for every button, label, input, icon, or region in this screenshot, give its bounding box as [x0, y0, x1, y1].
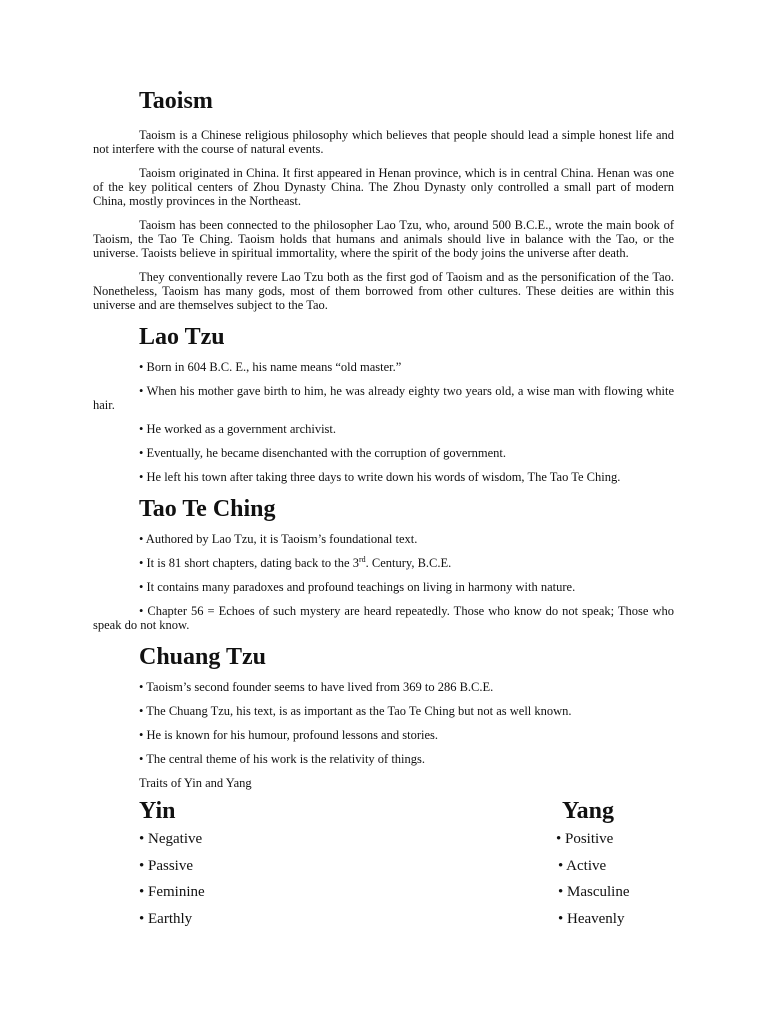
intro-paragraph-1: Taoism is a Chinese religious philosophy which believes that people should lead a simple honest life and not interfere with the course of natural events. [93, 128, 674, 156]
chuang-tzu-bullet: • The Chuang Tzu, his text, is as important as the Tao Te Ching but not as well known. [139, 704, 572, 718]
tao-te-ching-bullet [93, 556, 674, 570]
yang-trait: • Active [558, 858, 607, 874]
tao-te-ching-heading: Tao Te Ching [139, 496, 276, 522]
yin-trait: • Negative [139, 831, 203, 847]
bullet-text: . Century, B.C.E. [365, 556, 452, 570]
chuang-tzu-heading: Chuang Tzu [139, 644, 266, 670]
yang-trait: • Positive [556, 831, 614, 847]
lao-tzu-heading: Lao Tzu [139, 324, 225, 350]
yin-yang-columns [93, 796, 674, 941]
yang-trait: • Heavenly [558, 911, 625, 927]
yin-trait: • Earthly [139, 911, 193, 927]
chuang-tzu-bullet: • Taoism’s second founder seems to have lived from 369 to 286 B.C.E. [139, 680, 494, 694]
intro-paragraph-2: Taoism originated in China. It first appeared in Henan province, which is in central China. Henan was one of the key political centers of Zhou Dynasty China. The Zhou Dynasty only controlled a small part of modern China, mostly provinces in the Northeast. [93, 166, 674, 208]
lao-tzu-bullet: • Born in 604 B.C. E., his name means “old master.” [139, 360, 402, 374]
traits-label: Traits of Yin and Yang [139, 776, 252, 790]
intro-paragraph-4: They conventionally revere Lao Tzu both as the first god of Taoism and as the personification of the Tao. Nonetheless, Taoism has many gods, most of them borrowed from other cultures. These deities are within this universe and are themselves subject to the Tao. [93, 270, 674, 312]
lao-tzu-bullet: • He worked as a government archivist. [139, 422, 337, 436]
tao-te-ching-bullet: • Authored by Lao Tzu, it is Taoism’s foundational text. [139, 532, 418, 546]
chuang-tzu-bullet: • He is known for his humour, profound lessons and stories. [139, 728, 438, 742]
page-title: Taoism [139, 88, 213, 114]
tao-te-ching-bullet: • Chapter 56 = Echoes of such mystery are heard repeatedly. Those who know do not speak; Those who speak do not know. [93, 604, 674, 632]
chuang-tzu-bullet: • The central theme of his work is the relativity of things. [139, 752, 426, 766]
document-page [93, 86, 674, 941]
intro-paragraph-3: Taoism has been connected to the philosopher Lao Tzu, who, around 500 B.C.E., wrote the main book of Taoism, the Tao Te Ching. Taoism holds that humans and animals should live in balance with the Tao, or the universe. Taoists believe in spiritual immortality, where the spirit of the body joins the universe after death. [93, 218, 674, 260]
bullet-text: • It is 81 short chapters, dating back to the 3 [139, 556, 359, 570]
lao-tzu-bullet: • He left his town after taking three days to write down his words of wisdom, The Tao Te Ching. [139, 470, 621, 484]
lao-tzu-bullet: • Eventually, he became disenchanted with the corruption of government. [139, 446, 506, 460]
yang-heading: Yang [562, 798, 615, 824]
yang-trait: • Masculine [558, 884, 630, 900]
yin-trait: • Passive [139, 858, 194, 874]
tao-te-ching-bullet: • It contains many paradoxes and profound teachings on living in harmony with nature. [139, 580, 576, 594]
yin-trait: • Feminine [139, 884, 205, 900]
ordinal-superscript: rd [358, 554, 366, 564]
lao-tzu-bullet: • When his mother gave birth to him, he was already eighty two years old, a wise man with flowing white hair. [93, 384, 674, 412]
yin-heading: Yin [139, 798, 176, 824]
